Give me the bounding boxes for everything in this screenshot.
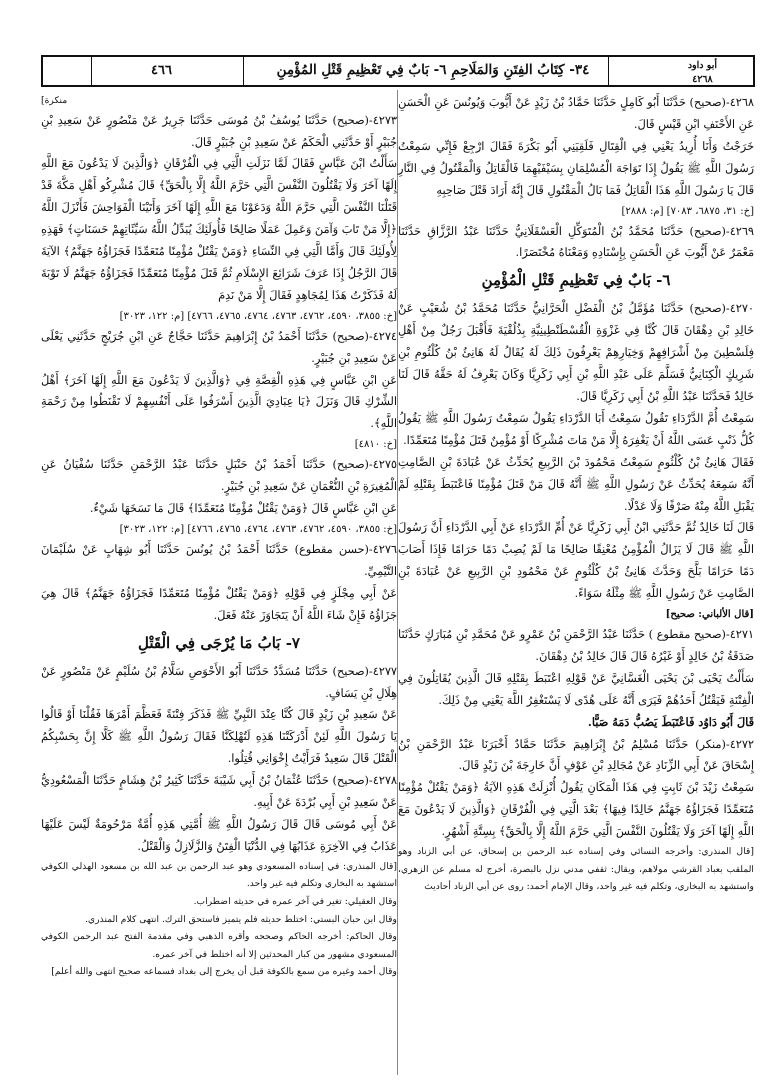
hadith-4270-text-1: سَمِعْتُ أُمَّ الدَّرْدَاءِ تَقُولُ سَمِعْتُ أَبَا الدَّرْدَاءِ يَقُولُ سَمِعْتُ رَسُولَ اللَّهِ ﷺ يَقُولُ كُلُّ ذَنْبٍ عَسَى اللَّهُ أَنْ يَغْفِرَهُ إِلَّا مَنْ مَاتَ مُشْرِكًا أَوْ مُؤْمِنٌ قَتَلَ مُؤْمِنًا مُتَعَمِّدًا. (398, 411, 754, 447)
hadith-4272: ٤٢٧٢-(منكر) حَدَّثَنَا مُسْلِمُ بْنُ إِبْرَاهِيمَ حَدَّثَنَا حَمَّادٌ أَخْبَرَنَا عَبْدُ الرَّحْمَنِ بْنُ إِسْحَاقَ عَنْ أَبِي الزِّنَادِ عَنْ مُجَالِدِ بْنِ عَوْفٍ أَنَّ خَارِجَةَ بْنَ زَيْدٍ قَالَ. (398, 737, 754, 773)
hadith-4275-text: عَنِ ابْنِ عَبَّاسٍ قَالَ ﴿وَمَنْ يَقْتُلْ مُؤْمِنًا مُتَعَمِّدًا﴾ قَالَ مَا نَسَخَهَا شَيْءٌ. (89, 502, 397, 516)
hadith-4273-text: سَأَلْتُ ابْنَ عَبَّاسٍ فَقَالَ لَمَّا نَزَلَتِ الَّتِي فِي الْفُرْقَانِ ﴿وَالَّذِينَ لَا يَدْعُونَ مَعَ اللَّهِ إِلَهًا آخَرَ وَلَا يَقْتُلُونَ النَّفْسَ الَّتِي حَرَّمَ اللَّهُ إِلَّا بِالْحَقِّ﴾ قَالَ مُشْرِكُو أَهْلِ مَكَّةَ قَدْ قَتَلْنَا النَّفْسَ الَّتِي حَرَّمَ اللَّهُ وَدَعَوْنَا مَعَ اللَّهِ إِلَهًا آخَرَ وَأَتَيْنَا الْفَوَاحِشَ فَأَنْزَلَ اللَّهُ ﴿إِلَّا مَنْ تَابَ وَآمَنَ وَعَمِلَ عَمَلًا صَالِحًا فَأُولَئِكَ يُبَدِّلُ اللَّهُ سَيِّئَاتِهِمْ حَسَنَاتٍ﴾ فَهَذِهِ لِأُولَئِكَ قَالَ وَأَمَّا الَّتِي فِي النِّسَاءِ ﴿وَمَنْ يَقْتُلْ مُؤْمِنًا مُتَعَمِّدًا فَجَزَاؤُهُ جَهَنَّمُ﴾ الآيَةَ قَالَ الرَّجُلُ إِذَا عَرَفَ شَرَائِعَ الإِسْلَامِ ثُمَّ قَتَلَ مُؤْمِنًا مُتَعَمِّدًا فَجَزَاؤُهُ جَهَنَّمُ لَا تَوْبَةَ لَهُ فَذَكَرْتُ هَذَا لِمُجَاهِدٍ فَقَالَ إِلَّا مَنْ نَدِمَ (41, 157, 397, 302)
hadith-4272-footnote: [قال المنذري: وأخرجه النسائي وفي إسناده عبد الرحمن بن إسحاق، عن أبي الزناد وهو الملقب بعباد القرشي مولاهم، ويقال: ثقفي مدني نزل بالبصرة، أخرج له مسلم عن الزهري، واستشهد به البخاري، وتكلم فيه غير واحد، وقال الإمام أحمد: روى عن أبي الزناد أحاديث (398, 846, 754, 893)
header-divider (243, 57, 244, 85)
hadith-4273: ٤٢٧٣-(صحيح) حَدَّثَنَا يُوسُفُ بْنُ مُوسَى حَدَّثَنَا جَرِيرٌ عَنْ مَنْصُورٍ عَنْ سَعِيدِ بْنِ جُبَيْرٍ أَوْ حَدَّثَنِي الْحَكَمُ عَنْ سَعِيدِ بْنِ جُبَيْرٍ قَالَ. (41, 113, 397, 149)
book-name: أبو داود (687, 60, 717, 71)
hadith-4278-footnote-4: وقال الحاكم: أخرجه الحاكم وصححه وأقره الذهبي وفي مقدمة الفتح عبد الرحمن الكوفي المسعودي مشهور من كبار المحدثين إلا أنه اختلط في آخر عمره. (41, 931, 397, 960)
hadith-4270-text-3: قَالَ لَنَا خَالِدٌ ثُمَّ حَدَّثَنِي ابْنُ أَبِي زَكَرِيَّا عَنْ أُمِّ الدَّرْدَاءِ عَنْ أَبِي الدَّرْدَاءِ أَنَّ رَسُولَ اللَّهِ ﷺ قَالَ لَا يَزَالُ الْمُؤْمِنُ مُعْنِقًا صَالِحًا مَا لَمْ يُصِبْ دَمًا حَرَامًا فَإِذَا أَصَابَ دَمًا حَرَامًا بَلَّحَ وَحَدَّثَ هَانِئُ بْنُ كُلْثُومٍ عَنْ مَحْمُودِ بْنِ الرَّبِيعِ عَنْ عُبَادَةَ بْنِ الصَّامِتِ عَنْ رَسُولِ اللَّهِ ﷺ مِثْلَهُ سَوَاءً. (398, 521, 754, 601)
hadith-4277: ٤٢٧٧-(صحيح) حَدَّثَنَا مُسَدَّدٌ حَدَّثَنَا أَبُو الأَحْوَصِ سَلَّامُ بْنُ سُلَيْمٍ عَنْ مَنْصُورٍ عَنْ هِلَالِ بْنِ يَسَافٍ. (41, 664, 397, 700)
hadith-4276: ٤٢٧٦-(حسن مقطوع) حَدَّثَنَا أَحْمَدُ بْنُ يُونُسَ حَدَّثَنَا أَبُو شِهَابٍ عَنْ سُلَيْمَانَ التَّيْمِيِّ. (41, 543, 397, 578)
hadith-4270: ٤٢٧٠-(صحيح) حَدَّثَنَا مُؤَمَّلُ بْنُ الْفَضْلِ الْحَرَّانِيُّ حَدَّثَنَا مُحَمَّدُ بْنُ شُعَيْبٍ عَنْ خَالِدِ بْنِ دِهْقَانَ قَالَ كُنَّا فِي غَزْوَةِ الْقُسْطَنْطِينِيَّةِ بِذُلُقْيَةَ فَأَقْبَلَ رَجُلٌ مِنْ أَهْلِ فِلَسْطِينَ مِنْ أَشْرَافِهِمْ وَخِيَارِهِمْ يَعْرِفُونَ ذَلِكَ لَهُ يُقَالُ لَهُ هَانِئُ بْنُ كُلْثُومِ بْنِ شَرِيكٍ الْكِنَانِيُّ فَسَلَّمَ عَلَى عَبْدِ اللَّهِ بْنِ أَبِي زَكَرِيَّا وَكَانَ يَعْرِفُ لَهُ حَقَّهُ قَالَ لَنَا خَالِدٌ فَحَدَّثَنَا عَبْدُ اللَّهِ بْنُ أَبِي زَكَرِيَّا قَالَ. (398, 302, 754, 403)
hadith-4278-footnote-1: [قال المنذري: في إسناده المسعودي وهو عبد الرحمن بن عبد الله بن مسعود الهذلي الكوفي استشهد به البخاري وتكلم فيه غير واحد. (41, 860, 397, 890)
right-column (398, 92, 754, 896)
hadith-4269: ٤٢٦٩-(صحيح) حَدَّثَنَا مُحَمَّدُ بْنُ الْمُتَوَكِّلِ الْعَسْقَلَانِيُّ حَدَّثَنَا عَبْدُ الرَّزَّاقِ حَدَّثَنَا مَعْمَرٌ عَنْ أَيُّوبَ عَنِ الْحَسَنِ بِإِسْنَادِهِ وَمَعْنَاهُ مُخْتَصَرًا. (398, 224, 754, 260)
hadith-4275-reference: [خ: ٣٨٥٥، ٤٥٩٠، ٤٧٦٢، ٤٧٦٣، ٤٧٦٤، ٤٧٦٥، ٤٧٦٦] [م: ١٢٢، ٣٠٢٣] (119, 524, 397, 535)
hadith-4271: ٤٢٧١-(صحيح مقطوع ) حَدَّثَنَا عَبْدُ الرَّحْمَنِ بْنُ عَمْرٍو عَنْ مُحَمَّدِ بْنِ مُبَارَكٍ حَدَّثَنَا صَدَقَةُ بْنُ خَالِدٍ أَوْ غَيْرُهُ قَالَ قَالَ خَالِدُ بْنُ دِهْقَانَ. (398, 628, 754, 663)
hadith-4278-footnote-5: وقال أحمد وغيره من سمع بالكوفة قبل أن يخرج إلى بغداد فسماعه صحيح انتهى والله أعلم] (51, 966, 397, 978)
running-title: ٣٤- كِتَابُ الفِتَنِ وَالمَلَاحِمِ ٦- بَابٌ فِي تَعْظِيمِ قَتْلِ المُؤْمِنِ (276, 62, 590, 78)
header-divider (91, 57, 92, 85)
hadith-4271-text-2: قَالَ أَبُو دَاوُد فَاعْتَبَطَ يَصُبُّ دَمَهُ صَبًّا. (587, 714, 754, 729)
hadith-4272-text: سَمِعْتُ زَيْدَ بْنَ ثَابِتٍ فِي هَذَا الْمَكَانِ يَقُولُ أُنْزِلَتْ هَذِهِ الآيَةُ ﴿وَمَنْ يَقْتُلْ مُؤْمِنًا مُتَعَمِّدًا فَجَزَاؤُهُ جَهَنَّمُ خَالِدًا فِيهَا﴾ بَعْدَ الَّتِي فِي الْفُرْقَانِ ﴿وَالَّذِينَ لَا يَدْعُونَ مَعَ اللَّهِ إِلَهًا آخَرَ وَلَا يَقْتُلُونَ النَّفْسَ الَّتِي حَرَّمَ اللَّهُ إِلَّا بِالْحَقِّ﴾ بِسِتَّةِ أَشْهُرٍ. (398, 781, 754, 839)
continued-note: منكرة] (41, 95, 68, 106)
page-number: ٤٦٦ (151, 63, 172, 78)
hadith-range: ٤٢٦٨ (692, 74, 713, 85)
hadith-4278: ٤٢٧٨-(صحيح) حَدَّثَنَا عُثْمَانُ بْنُ أَبِي شَيْبَةَ حَدَّثَنَا كَثِيرُ بْنُ هِشَامٍ حَدَّثَنَا الْمَسْعُودِيُّ عَنْ سَعِيدِ بْنِ أَبِي بُرْدَةَ عَنْ أَبِيهِ. (41, 774, 397, 810)
hadith-4275: ٤٢٧٥-(صحيح) حَدَّثَنَا أَحْمَدُ بْنُ حَنْبَلٍ حَدَّثَنَا عَبْدُ الرَّحْمَنِ حَدَّثَنَا سُفْيَانُ عَنِ الْمُغِيرَةِ بْنِ النُّعْمَانِ عَنْ سَعِيدِ بْنِ جُبَيْرٍ. (41, 458, 397, 494)
left-column (41, 92, 397, 981)
hadith-4274-text: عَنِ ابْنِ عَبَّاسٍ فِي هَذِهِ الْقِصَّةِ فِي ﴿وَالَّذِينَ لَا يَدْعُونَ مَعَ اللَّهِ إِلَهًا آخَرَ﴾ أَهْلُ الشِّرْكِ قَالَ وَنَزَلَ ﴿يَا عِبَادِيَ الَّذِينَ أَسْرَفُوا عَلَى أَنْفُسِهِمْ لَا تَقْنَطُوا مِنْ رَحْمَةِ اللَّهِ﴾. (41, 373, 397, 431)
hadith-4277-text: عَنْ سَعِيدِ بْنِ زَيْدٍ قَالَ كُنَّا عِنْدَ النَّبِيِّ ﷺ فَذَكَرَ فِتْنَةً فَعَظَّمَ أَمْرَهَا فَقُلْنَا أَوْ قَالُوا يَا رَسُولَ اللَّهِ لَئِنْ أَدْرَكَتْنَا هَذِهِ لَتُهْلِكَنَّا فَقَالَ رَسُولُ اللَّهِ ﷺ كَلَّا إِنَّ بِحَسْبِكُمُ الْقَتْلَ قَالَ سَعِيدٌ فَرَأَيْتُ إِخْوَانِي قُتِلُوا. (41, 708, 397, 766)
chapter-heading-6: ٦- بَابٌ فِي تَعْظِيمِ قَتْلِ الْمُؤْمِنِ (481, 271, 671, 290)
hadith-4278-footnote-3: وقال ابن حبان البستي: اختلط حديثه فلم يتميز فاستحق الترك. انتهى كلام المنذري. (85, 913, 397, 925)
hadith-4271-text-1: سَأَلْتُ يَحْيَى بْنَ يَحْيَى الْغَسَّانِيَّ عَنْ قَوْلِهِ اعْتَبَطَ بِقَتْلِهِ قَالَ الَّذِينَ يُقَاتِلُونَ فِي الْفِتْنَةِ فَيَقْتُلُ أَحَدُهُمْ فَيَرَى أَنَّهُ عَلَى هُدًى لَا يَسْتَغْفِرُ اللَّهَ يَعْنِي مِنْ ذَلِكَ. (398, 671, 754, 707)
header-divider (608, 57, 609, 85)
hadith-4274-reference: [خ: ٤٨١٠] (354, 439, 397, 451)
running-header (41, 55, 755, 87)
hadith-4270-text-2: فَقَالَ هَانِئُ بْنُ كُلْثُومٍ سَمِعْتُ مَحْمُودَ بْنَ الرَّبِيعِ يُحَدِّثُ عَنْ عُبَادَةَ بْنِ الصَّامِتِ أَنَّهُ سَمِعَهُ يُحَدِّثُ عَنْ رَسُولِ اللَّهِ ﷺ أَنَّهُ قَالَ مَنْ قَتَلَ مُؤْمِنًا فَاعْتَبَطَ بِقَتْلِهِ لَمْ يَقْبَلِ اللَّهُ مِنْهُ صَرْفًا وَلَا عَدْلًا. (398, 455, 754, 513)
hadith-4278-text: عَنْ أَبِي مُوسَى قَالَ قَالَ رَسُولُ اللَّهِ ﷺ أُمَّتِي هَذِهِ أُمَّةٌ مَرْحُومَةٌ لَيْسَ عَلَيْهَا عَذَابٌ فِي الآخِرَةِ عَذَابُهَا فِي الدُّنْيَا الْفِتَنُ وَالزَّلَازِلُ وَالْقَتْلُ. (41, 817, 397, 853)
chapter-heading-7: ٧- بَابُ مَا يُرْجَى فِي الْقَتْلِ (138, 633, 300, 652)
book-label (688, 59, 717, 87)
hadith-4268: ٤٢٦٨-(صحيح) حَدَّثَنَا أَبُو كَامِلٍ حَدَّثَنَا حَمَّادُ بْنُ زَيْدٍ عَنْ أَيُّوبَ وَيُونُسَ عَنِ الْحَسَنِ عَنِ الأَحْنَفِ ابْنِ قَيْسٍ قَالَ. (398, 96, 754, 131)
hadith-4276-text: عَنْ أَبِي مِجْلَزٍ فِي قَوْلِهِ ﴿وَمَنْ يَقْتُلْ مُؤْمِنًا مُتَعَمِّدًا فَجَزَاؤُهُ جَهَنَّمُ﴾ قَالَ هِيَ جَزَاؤُهُ فَإِنْ شَاءَ اللَّهُ أَنْ يَتَجَاوَزَ عَنْهُ فَعَلَ. (41, 586, 397, 622)
hadith-4268-reference: [خ: ٣١، ٦٨٧٥، ٧٠٨٣] [م: ٢٨٨٨] (621, 205, 754, 217)
albani-grade: [قال الألباني: صحيح] (665, 609, 754, 621)
hadith-4274: ٤٢٧٤-(صحيح) حَدَّثَنَا أَحْمَدُ بْنُ إِبْرَاهِيمَ حَدَّثَنَا حَجَّاجٌ عَنِ ابْنِ جُرَيْجٍ حَدَّثَنِي يَعْلَى عَنْ سَعِيدِ بْنِ جُبَيْرٍ. (41, 329, 397, 365)
hadith-4278-footnote-2: وقال العقيلي: تغير في آخر عمره في حديثه اضطراب. (193, 895, 397, 907)
hadith-4268-text: خَرَجْتُ وَأَنَا أُرِيدُ يَعْنِي فِي الْقِتَالِ فَلَقِيَنِي أَبُو بَكْرَةَ فَقَالَ ارْجِعْ فَإِنِّي سَمِعْتُ رَسُولَ اللَّهِ ﷺ يَقُولُ إِذَا تَوَاجَهَ الْمُسْلِمَانِ بِسَيْفَيْهِمَا فَالْقَاتِلُ وَالْمَقْتُولُ فِي النَّارِ قَالَ يَا رَسُولَ اللَّهِ هَذَا الْقَاتِلُ فَمَا بَالُ الْمَقْتُولِ قَالَ إِنَّهُ أَرَادَ قَتْلَ صَاحِبِهِ (398, 139, 754, 197)
hadith-4273-reference: [خ: ٣٨٥٥، ٤٥٩٠، ٤٧٦٢، ٤٧٦٣، ٤٧٦٤، ٤٧٦٥، ٤٧٦٦] [م: ١٢٢، ٣٠٢٣] (119, 310, 397, 322)
